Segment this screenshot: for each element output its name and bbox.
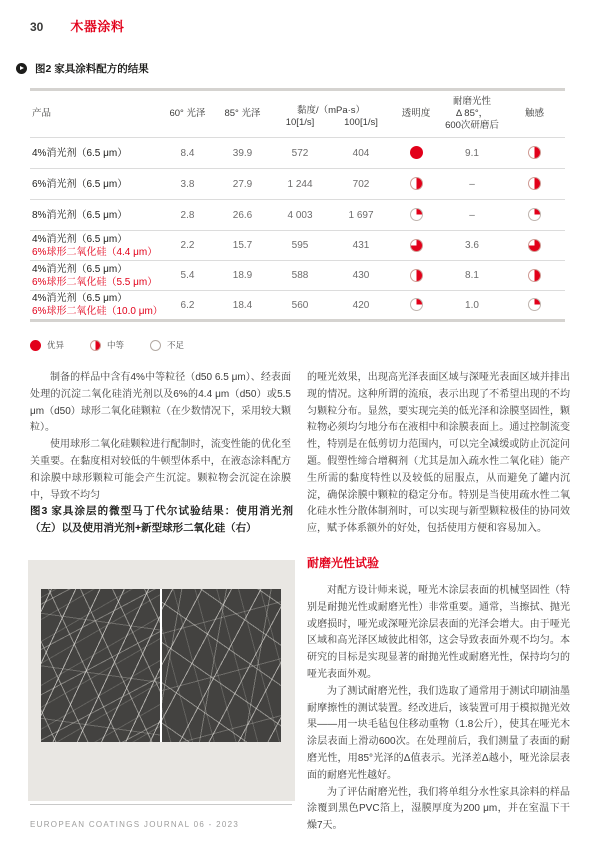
left-text-column: [30, 370, 291, 504]
right-text-column: [307, 370, 570, 835]
paragraph: 使用球形二氧化硅颗粒进行配制时，流变性能的优化至关重要。在黏度相对较低的牛顿型体系中，在液态涂料配方和涂膜中球形颗粒可能会产生沉淀。颗粒物会沉淀在涂膜中，导致不均匀: [30, 439, 291, 501]
transparency-rating-icon: [410, 146, 423, 159]
legend-label: 中等: [107, 340, 125, 350]
transparency-rating-icon: [410, 298, 423, 311]
product-additive: 6%球形二氧化硅（5.5 μm）: [32, 276, 158, 288]
rating-half-icon: [90, 340, 101, 351]
col-header-gloss60: 60° 光泽: [169, 108, 206, 119]
product-name: 4%消光剂（6.5 μm）: [32, 293, 128, 304]
col-header-viscosity: 黏度/（mPa·s）: [296, 105, 366, 116]
col-header-product: 产品: [32, 108, 52, 119]
visc100-value: 431: [352, 240, 370, 251]
burnish-header-line1: 耐磨光性: [452, 96, 491, 107]
transparency-rating-icon: [410, 208, 423, 221]
micrograph-right: [162, 589, 281, 742]
figure2-caption-row: [16, 61, 149, 76]
burnish-value: –: [469, 209, 475, 221]
page-number: 30: [30, 20, 44, 34]
gloss60-value: 5.4: [180, 270, 195, 281]
paragraph: 对配方设计师来说，哑光木涂层表面的机械坚固性（特别是耐抛光性或耐磨光性）非常重要。通常，当擦拭、抛光或磨损时，哑光或深哑光涂层表面的光泽会增大。由于哑光区域和高光泽区域彼此相邻，这会导致表面外观不均匀。本研究的目标是实现显著的耐抛光性或耐磨光性，保持均匀的哑光表面外观。: [307, 584, 570, 680]
gloss60-value: 8.4: [180, 147, 195, 159]
visc100-value: 1 697: [348, 209, 374, 221]
visc10-value: 595: [291, 240, 309, 251]
table-header: [30, 91, 565, 138]
journal-footer: EUROPEAN COATINGS JOURNAL 06 - 2023: [30, 820, 240, 829]
gloss60-value: 2.2: [180, 240, 195, 251]
product-additive: 6%球形二氧化硅（4.4 μm）: [32, 246, 158, 258]
figure3-image-panel: [28, 560, 295, 801]
feel-rating-icon: [528, 146, 541, 159]
product-name: 4%消光剂（6.5 μm）: [32, 263, 128, 275]
table-row: [30, 231, 565, 261]
paragraph: 制备的样品中含有4%中等粒径（d50 6.5 μm）、经表面处理的沉淀二氧化硅消光剂以及6%的4.4 μm（d50）或5.5 μm（d50）球形二氧化硅颗粒（在少数情况下，采用较大颗粒）。: [30, 372, 291, 434]
feel-rating-icon: [528, 239, 541, 252]
rating-empty-icon: [150, 340, 161, 351]
burnish-value: 3.6: [465, 240, 479, 251]
legend-item-medium: [90, 339, 124, 351]
gloss85-value: 18.9: [232, 270, 253, 281]
burnish-header-line2: Δ 85°，: [455, 108, 489, 119]
gloss60-value: 3.8: [180, 178, 195, 190]
paragraph: 的哑光效果，出现高光泽表面区域与深哑光表面区域并排出现的情况。这种所谓的流痕，表示出现了不希望出现的不均匀颗粒分布。显然，要实现完美的低光泽和涂膜坚固性，颗粒物必须均匀地分布在液相中和涂膜表面上。通过控制流变性，特别是在低剪切力范围内，可以完全减缓或防止沉淀问题。假塑性缔合增稠剂（尤其是加入疏水性二氧化硅）能产生所需的黏度特性以及较低的屈服点，从而避免了罐内沉淀，确保涂膜中颗粒的稳定分布。特别是当使用疏水性二氧化硅水性分散体制剂时，可以实现与新型颗粒极佳的协同效应，赋予体系额外的好处，包括使用方便和容易加入。: [307, 372, 570, 535]
product-name: 4%消光剂（6.5 μm）: [32, 147, 128, 159]
paragraph: 为了测试耐磨光性，我们选取了通常用于测试印刷油墨耐摩擦性的测试装置。经改进后，该装置可用于模拟抛光效果——用一块毛毡包住移动重物（1.8公斤），使其在哑光木涂层表面上滑动600次。在处理前后，我们测量了表面的耐磨光性，用85°光泽的Δ值表示。光泽差Δ越小，哑光涂层表面的耐磨光性越好。: [307, 685, 570, 781]
feel-rating-icon: [528, 298, 541, 311]
legend-item-excellent: [30, 339, 64, 351]
feel-rating-icon: [528, 269, 541, 282]
visc100-value: 702: [352, 178, 370, 190]
rating-legend: [30, 339, 184, 351]
product-name: 6%消光剂（6.5 μm）: [32, 178, 128, 190]
product-name: 4%消光剂（6.5 μm）: [32, 233, 128, 245]
footer-divider: [30, 804, 292, 805]
gloss85-value: 15.7: [232, 240, 253, 251]
col-header-visc100: 100[1/s]: [344, 117, 378, 128]
burnish-value: 1.0: [465, 299, 479, 311]
table-row: [30, 169, 565, 200]
product-additive: 6%球形二氧化硅（10.0 μm）: [32, 306, 163, 317]
feel-rating-icon: [528, 208, 541, 221]
masthead: [30, 16, 124, 35]
col-header-burnish: [440, 91, 504, 138]
paragraph: 为了评估耐磨光性，我们将单组分水性家具涂料的样品涂覆到黑色PVC箔上，湿膜厚度为200 μm，并在室温下干燥7天。: [307, 786, 570, 832]
visc100-value: 420: [352, 299, 370, 311]
transparency-rating-icon: [410, 269, 423, 282]
col-header-transparency: 透明度: [401, 108, 431, 119]
table-row: [30, 261, 565, 291]
transparency-rating-icon: [410, 239, 423, 252]
visc10-value: 4 003: [287, 209, 313, 221]
table-row: [30, 138, 565, 169]
legend-label: 不足: [167, 340, 185, 350]
visc10-value: 560: [291, 299, 309, 311]
transparency-rating-icon: [410, 177, 423, 190]
col-header-visc10: 10[1/s]: [285, 117, 315, 128]
gloss85-value: 27.9: [232, 178, 253, 190]
section-heading-burnish-test: 耐磨光性试验: [307, 555, 380, 570]
legend-item-insufficient: [150, 339, 184, 351]
col-header-feel: 触感: [524, 108, 544, 119]
visc10-value: 572: [291, 147, 309, 159]
gloss85-value: 18.4: [232, 299, 253, 311]
burnish-header-line3: 600次研磨后: [445, 120, 499, 131]
gloss85-value: 39.9: [232, 147, 253, 159]
rating-full-icon: [30, 340, 41, 351]
figure2-caption: 图2 家具涂料配方的结果: [35, 63, 149, 75]
legend-label: 优异: [47, 340, 65, 350]
gloss60-value: 2.8: [180, 209, 195, 221]
arrow-marker-icon: [16, 63, 27, 74]
visc10-value: 1 244: [287, 178, 313, 190]
burnish-value: –: [469, 178, 475, 190]
section-title: 木器涂料: [70, 19, 125, 34]
burnish-value: 8.1: [465, 270, 479, 281]
gloss60-value: 6.2: [180, 299, 195, 311]
figure3-caption: 图3 家具涂层的微型马丁代尔试验结果：使用消光剂（左）以及使用消光剂+新型球形二氧化硅（右）: [30, 505, 293, 534]
visc10-value: 588: [291, 270, 309, 281]
visc100-value: 430: [352, 270, 370, 281]
micrograph-left: [41, 589, 160, 742]
visc100-value: 404: [352, 147, 370, 159]
feel-rating-icon: [528, 177, 541, 190]
table-row: [30, 200, 565, 231]
micrograph-pair: [41, 589, 281, 742]
table-row: [30, 291, 565, 321]
results-table: [30, 88, 565, 322]
product-name: 8%消光剂（6.5 μm）: [32, 209, 128, 221]
burnish-value: 9.1: [465, 147, 479, 159]
col-header-gloss85: 85° 光泽: [224, 108, 261, 119]
gloss85-value: 26.6: [232, 209, 253, 221]
